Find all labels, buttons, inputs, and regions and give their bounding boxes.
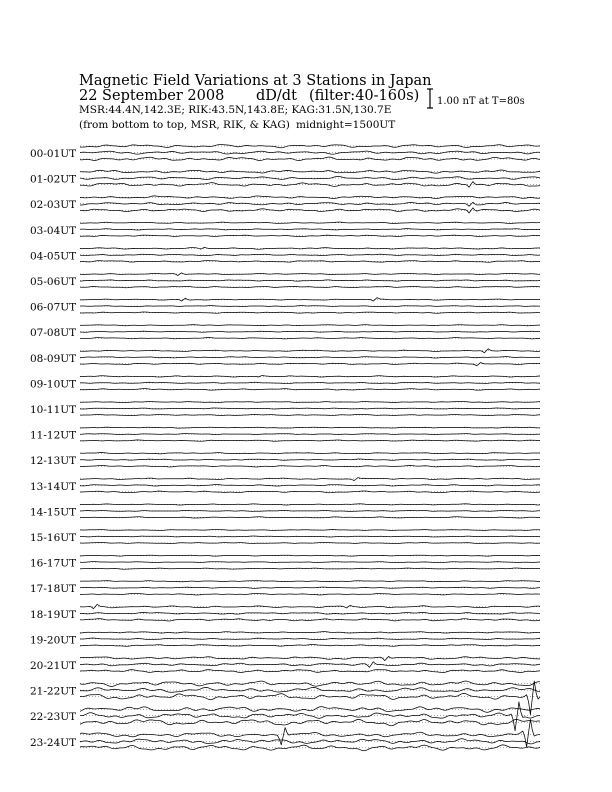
trace-msr xyxy=(80,530,540,531)
trace-kag xyxy=(80,208,540,213)
hour-label: 04-05UT xyxy=(30,250,77,263)
trace-kag xyxy=(80,719,540,725)
trace-kag xyxy=(80,645,540,647)
hour-label: 02-03UT xyxy=(30,199,77,212)
trace-rik xyxy=(80,562,540,563)
trace-kag xyxy=(80,338,540,339)
hour-label: 16-17UT xyxy=(30,557,77,570)
chart-quantity: dD/dt xyxy=(256,88,297,104)
trace-msr xyxy=(80,707,540,713)
hour-label: 05-06UT xyxy=(30,276,77,288)
trace-rik xyxy=(80,202,540,206)
midnight-note: midnight=1500UT xyxy=(296,119,396,131)
trace-kag xyxy=(80,157,540,161)
trace-rik xyxy=(80,229,540,230)
hour-label: 09-10UT xyxy=(30,378,77,391)
trace-kag xyxy=(80,414,540,415)
trace-msr xyxy=(80,325,540,326)
hour-label: 13-14UT xyxy=(30,480,77,493)
hour-label: 23-24UT xyxy=(30,736,77,749)
trace-rik xyxy=(80,510,540,511)
trace-kag xyxy=(80,543,540,544)
trace-msr xyxy=(80,427,540,428)
trace-kag xyxy=(80,182,540,188)
trace-msr xyxy=(80,375,540,377)
order-note: (from bottom to top, MSR, RIK, & KAG) xyxy=(79,119,290,131)
trace-rik xyxy=(80,408,540,409)
trace-kag xyxy=(80,312,540,313)
chart-date: 22 September 2008 xyxy=(79,88,225,104)
hour-rows xyxy=(30,145,540,751)
trace-rik xyxy=(80,587,540,588)
trace-kag xyxy=(80,465,540,466)
trace-msr xyxy=(80,222,540,223)
hour-label: 17-18UT xyxy=(30,583,77,596)
trace-msr xyxy=(80,247,540,249)
hour-label: 03-04UT xyxy=(30,224,77,237)
trace-msr xyxy=(80,170,540,173)
trace-rik xyxy=(80,151,540,154)
trace-msr xyxy=(80,656,540,660)
hour-label: 21-22UT xyxy=(30,685,77,698)
trace-kag xyxy=(80,593,540,595)
trace-kag xyxy=(80,440,540,441)
trace-rik xyxy=(80,687,540,692)
hour-label: 08-09UT xyxy=(30,352,77,365)
hour-label: 01-02UT xyxy=(30,173,77,186)
trace-kag xyxy=(80,517,540,518)
trace-rik xyxy=(80,357,540,358)
trace-msr xyxy=(80,145,540,148)
trace-kag xyxy=(80,286,540,287)
hour-label: 18-19UT xyxy=(30,608,77,621)
trace-rik xyxy=(80,536,540,537)
hour-label: 19-20UT xyxy=(30,634,77,647)
trace-msr xyxy=(80,632,540,633)
hour-label: 20-21UT xyxy=(30,660,77,672)
hour-label: 00-01UT xyxy=(30,148,77,160)
hour-label: 11-12UT xyxy=(30,429,77,442)
hour-label: 06-07UT xyxy=(30,301,77,314)
trace-rik xyxy=(80,434,540,435)
chart-title: Magnetic Field Variations at 3 Stations in Japan xyxy=(79,73,432,89)
trace-kag xyxy=(80,568,540,569)
trace-rik xyxy=(80,306,540,307)
trace-rik xyxy=(80,331,540,332)
trace-msr xyxy=(80,196,540,199)
scale-bar xyxy=(427,89,433,108)
hour-label: 10-11UT xyxy=(30,404,77,416)
trace-kag xyxy=(80,491,540,493)
trace-msr xyxy=(80,453,540,454)
scale-label: 1.00 nT at T=80s xyxy=(437,96,525,107)
trace-msr xyxy=(80,298,540,301)
trace-rik xyxy=(80,702,540,731)
trace-msr xyxy=(80,273,540,276)
hour-label: 14-15UT xyxy=(30,506,77,519)
trace-kag xyxy=(80,363,540,366)
trace-msr xyxy=(80,604,540,608)
hour-label: 15-16UT xyxy=(30,532,77,544)
trace-rik xyxy=(80,612,540,614)
trace-rik xyxy=(80,485,540,487)
trace-msr xyxy=(80,349,540,353)
trace-kag xyxy=(80,619,540,621)
stations-line: MSR:44.4N,142.3E; RIK:43.5N,143.8E; KAG:31.5N,130.7E xyxy=(79,104,392,116)
trace-kag xyxy=(80,261,540,263)
hour-label: 07-08UT xyxy=(30,327,77,340)
hour-label: 22-23UT xyxy=(30,711,77,724)
chart-filter: (filter:40-160s) xyxy=(309,88,420,104)
trace-msr xyxy=(80,478,540,481)
hour-label: 12-13UT xyxy=(30,455,77,468)
